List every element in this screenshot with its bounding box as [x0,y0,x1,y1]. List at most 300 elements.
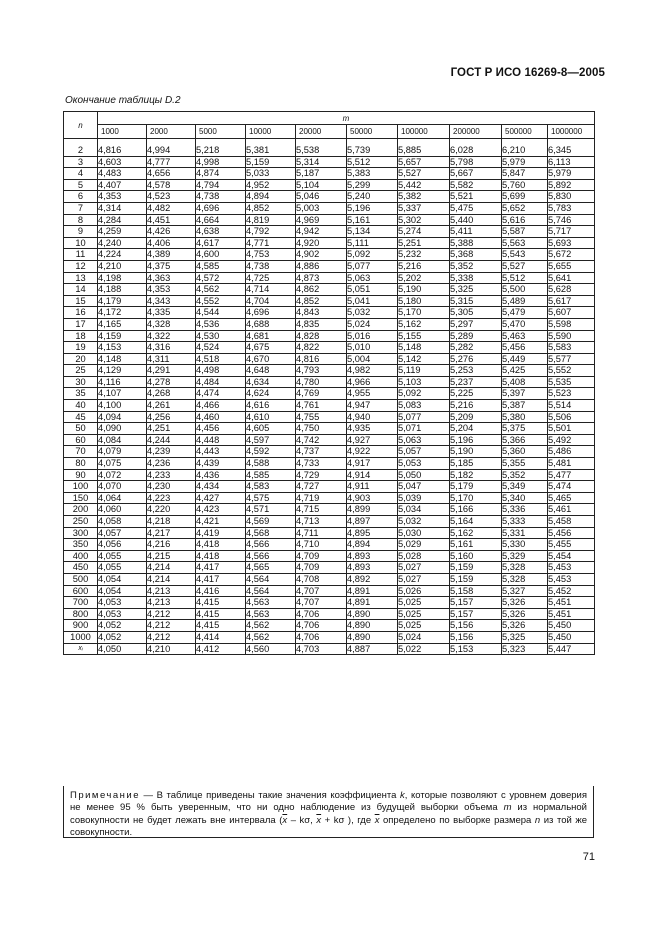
table-row [64,168,595,180]
table-row [64,307,595,319]
table-cell: 4,116 [98,376,147,388]
table-cell: 4,070 [98,481,147,493]
table-caption: Окончание таблицы D.2 [65,95,181,106]
table-cell: 4,148 [98,353,147,365]
row-n-cell: 7 [64,202,98,214]
table-cell: 4,482 [147,202,196,214]
table-cell: 5,330 [502,539,548,551]
table-cell: 4,600 [196,249,246,261]
table-cell: 4,998 [196,156,246,168]
table-cell: 5,326 [502,620,548,632]
table-row [64,585,595,597]
table-cell: 4,284 [98,214,147,226]
table-cell: 5,657 [398,156,450,168]
row-n-cell: 400 [64,550,98,562]
table-row [64,608,595,620]
table-cell: 4,213 [147,585,196,597]
table-cell: 4,737 [296,446,347,458]
table-cell: 5,032 [347,307,398,319]
table-cell: 4,216 [147,539,196,551]
table-cell: 5,299 [347,179,398,191]
table-cell: 4,159 [98,330,147,342]
table-cell: 4,328 [147,318,196,330]
row-n-cell: 6 [64,191,98,203]
table-cell: 5,166 [450,504,502,516]
table-cell: 4,911 [347,481,398,493]
table-cell: 5,071 [398,423,450,435]
table-cell: 4,562 [246,631,296,643]
table-cell: 5,450 [548,620,595,632]
table-cell: 4,994 [147,145,196,156]
table-cell: 4,335 [147,307,196,319]
row-n-cell: 300 [64,527,98,539]
table-cell: 4,375 [147,260,196,272]
table-cell: 5,760 [502,179,548,191]
table-cell: 4,052 [98,620,147,632]
table-cell: 4,917 [347,458,398,470]
table-cell: 5,474 [548,481,595,493]
table-cell: 4,562 [196,284,246,296]
table-row [64,469,595,481]
table-cell: 4,822 [296,342,347,354]
table-cell: 4,681 [246,330,296,342]
table-cell: 4,725 [246,272,296,284]
table-row [64,272,595,284]
table-cell: 4,862 [296,284,347,296]
table-cell: 5,092 [398,388,450,400]
table-row [64,388,595,400]
table-cell: 4,729 [296,469,347,481]
table-cell: 4,423 [196,504,246,516]
table-cell: 4,835 [296,318,347,330]
table-cell: 4,259 [98,226,147,238]
table-cell: 4,261 [147,400,196,412]
table-cell: 5,050 [398,469,450,481]
table-cell: 5,077 [347,260,398,272]
table-cell: 5,204 [450,423,502,435]
row-n-cell: 1000 [64,631,98,643]
table-row [64,620,595,632]
table-cell: 5,368 [450,249,502,261]
column-header: 2000 [147,125,196,139]
table-cell: 5,063 [347,272,398,284]
table-cell: 5,340 [502,492,548,504]
table-cell: 5,159 [450,573,502,585]
table-cell: 5,202 [398,272,450,284]
table-cell: 4,893 [347,550,398,562]
table-cell: 4,415 [196,597,246,609]
table-cell: 5,032 [398,516,450,528]
table-cell: 4,703 [296,643,347,655]
table-cell: 5,196 [450,434,502,446]
table-cell: 4,050 [98,643,147,655]
table-row [64,214,595,226]
table-cell: 5,027 [398,573,450,585]
table-cell: 4,873 [296,272,347,284]
table-cell: 5,302 [398,214,450,226]
table-cell: 4,084 [98,434,147,446]
table-cell: 4,055 [98,562,147,574]
table-cell: 4,212 [147,631,196,643]
table-row [64,226,595,238]
row-n-cell: 16 [64,307,98,319]
table-cell: 4,982 [347,365,398,377]
table-cell: 4,233 [147,469,196,481]
table-cell: 4,353 [98,191,147,203]
table-cell: 4,638 [196,226,246,238]
row-n-cell: 19 [64,342,98,354]
row-n-cell: 17 [64,318,98,330]
row-n-cell: 30 [64,376,98,388]
table-cell: 4,828 [296,330,347,342]
table-cell: 4,414 [196,631,246,643]
row-n-cell: 50 [64,423,98,435]
table-cell: 5,447 [548,643,595,655]
table-cell: 5,397 [502,388,548,400]
table-cell: 4,251 [147,423,196,435]
row-n-cell: 100 [64,481,98,493]
table-cell: 4,311 [147,353,196,365]
table-cell: 5,225 [450,388,502,400]
table-cell: 5,190 [398,284,450,296]
table-cell: 5,486 [548,446,595,458]
table-cell: 5,693 [548,237,595,249]
table-cell: 5,512 [347,156,398,168]
table-row [64,562,595,574]
table-cell: 4,343 [147,295,196,307]
table-cell: 4,443 [196,446,246,458]
table-cell: 5,314 [296,156,347,168]
table-cell: 5,830 [548,191,595,203]
table-row [64,330,595,342]
row-n-cell: 450 [64,562,98,574]
table-cell: 4,460 [196,411,246,423]
table-cell: 4,710 [296,539,347,551]
table-cell: 5,454 [548,550,595,562]
table-cell: 4,897 [347,516,398,528]
table-cell: 5,063 [398,434,450,446]
table-cell: 5,276 [450,353,502,365]
table-cell: 4,709 [296,550,347,562]
table-row [64,342,595,354]
table-cell: 5,159 [246,156,296,168]
row-n-cell: 4 [64,168,98,180]
table-cell: 4,210 [98,260,147,272]
table-cell: 4,890 [347,631,398,643]
table-cell: 4,780 [296,376,347,388]
row-n-cell: 60 [64,434,98,446]
table-cell: 5,442 [398,179,450,191]
table-cell: 5,979 [548,168,595,180]
table-cell: 5,027 [398,562,450,574]
table-cell: 5,216 [398,260,450,272]
table-cell: 5,029 [398,539,450,551]
table-cell: 5,598 [548,318,595,330]
table-cell: 5,408 [502,376,548,388]
row-n-cell: 45 [64,411,98,423]
table-cell: 5,352 [502,469,548,481]
table-cell: 5,523 [548,388,595,400]
table-cell: 4,777 [147,156,196,168]
table-cell: 4,094 [98,411,147,423]
table-row [64,446,595,458]
m-header: m [98,112,595,125]
coefficient-table [63,111,595,655]
table-cell: 4,153 [98,342,147,354]
table-cell: 5,153 [450,643,502,655]
table-row [64,631,595,643]
table-cell: 4,498 [196,365,246,377]
table-cell: 5,458 [548,516,595,528]
table-cell: 4,706 [296,620,347,632]
table-cell: 4,566 [246,539,296,551]
table-cell: 5,451 [548,608,595,620]
table-cell: 5,282 [450,342,502,354]
table-cell: 5,411 [450,226,502,238]
table-cell: 5,475 [450,202,502,214]
table-cell: 4,696 [196,202,246,214]
table-cell: 4,236 [147,458,196,470]
table-cell: 4,727 [296,481,347,493]
table-cell: 4,568 [246,527,296,539]
table-cell: 5,305 [450,307,502,319]
table-cell: 5,157 [450,597,502,609]
table-cell: 4,947 [347,400,398,412]
table-cell: 4,761 [296,400,347,412]
table-cell: 4,792 [246,226,296,238]
table-cell: 5,170 [450,492,502,504]
table-cell: 5,452 [548,585,595,597]
table-cell: 4,565 [246,562,296,574]
row-n-cell: 70 [64,446,98,458]
table-cell: 5,164 [450,516,502,528]
table-cell: 4,418 [196,550,246,562]
table-cell: 4,172 [98,307,147,319]
table-cell: 5,161 [450,539,502,551]
table-cell: 4,603 [98,156,147,168]
row-n-cell: 5 [64,179,98,191]
table-cell: 4,940 [347,411,398,423]
table-cell: 5,543 [502,249,548,261]
table-row [64,145,595,156]
table-row [64,516,595,528]
table-cell: 5,552 [548,365,595,377]
page-number: 71 [582,851,595,863]
table-cell: 5,717 [548,226,595,238]
table-cell: 4,129 [98,365,147,377]
table-cell: 5,489 [502,295,548,307]
table-cell: 4,711 [296,527,347,539]
table-cell: 5,022 [398,643,450,655]
row-n-cell: 11 [64,249,98,261]
note-label: Примечание [70,790,140,801]
table-cell: 4,886 [296,260,347,272]
table-cell: 4,210 [147,643,196,655]
table-cell: 5,616 [502,214,548,226]
table-cell: 4,616 [246,400,296,412]
table-cell: 5,033 [246,168,296,180]
table-cell: 5,336 [502,504,548,516]
table-cell: 4,075 [98,458,147,470]
table-cell: 5,274 [398,226,450,238]
table-cell: 5,583 [548,342,595,354]
table-cell: 5,046 [296,191,347,203]
table-cell: 5,328 [502,562,548,574]
row-n-cell: 200 [64,504,98,516]
table-row [64,643,595,655]
table-cell: 5,162 [450,527,502,539]
table-row [64,318,595,330]
table-cell: 4,852 [246,202,296,214]
table-cell: 6,345 [548,145,595,156]
table-cell: 5,156 [450,620,502,632]
table-cell: 5,326 [502,608,548,620]
table-cell: 4,895 [347,527,398,539]
table-cell: 4,719 [296,492,347,504]
table-row [64,573,595,585]
table-cell: 5,051 [347,284,398,296]
table-cell: 5,380 [502,411,548,423]
table-row [64,527,595,539]
table-cell: 5,003 [296,202,347,214]
table-row [64,492,595,504]
table-cell: 4,575 [246,492,296,504]
table-cell: 4,058 [98,516,147,528]
table-cell: 4,564 [246,573,296,585]
table-cell: 5,156 [450,631,502,643]
table-cell: 4,755 [296,411,347,423]
table-row [64,260,595,272]
table-cell: 4,483 [98,168,147,180]
table-cell: 4,268 [147,388,196,400]
document-header: ГОСТ Р ИСО 16269-8—2005 [450,67,605,79]
table-cell: 4,056 [98,539,147,551]
table-cell: 4,291 [147,365,196,377]
table-cell: 4,610 [246,411,296,423]
table-cell: 4,406 [147,237,196,249]
table-cell: 4,583 [246,481,296,493]
table-cell: 4,536 [196,318,246,330]
table-cell: 5,237 [450,376,502,388]
table-cell: 5,103 [398,376,450,388]
row-n-cell: 8 [64,214,98,226]
table-cell: 4,750 [296,423,347,435]
table-cell: 4,588 [246,458,296,470]
table-cell: 5,590 [548,330,595,342]
table-cell: 4,670 [246,353,296,365]
table-cell: 5,053 [398,458,450,470]
table-row [64,237,595,249]
column-header: 1000000 [548,125,595,139]
table-cell: 4,523 [147,191,196,203]
table-cell: 5,329 [502,550,548,562]
table-cell: 4,605 [246,423,296,435]
table-cell: 4,053 [98,608,147,620]
table-cell: 4,852 [296,295,347,307]
table-cell: 5,327 [502,585,548,597]
table-cell: 5,025 [398,608,450,620]
column-header: 50000 [347,125,398,139]
table-cell: 5,492 [548,434,595,446]
table-cell: 4,922 [347,446,398,458]
table-cell: 5,024 [398,631,450,643]
n-header: n [64,112,98,139]
table-cell: 5,025 [398,597,450,609]
table-cell: 5,470 [502,318,548,330]
table-row [64,481,595,493]
table-cell: 4,212 [147,608,196,620]
table-cell: 5,655 [548,260,595,272]
table-cell: 5,366 [502,434,548,446]
table-cell: 4,322 [147,330,196,342]
table-cell: 5,382 [398,191,450,203]
table-cell: 4,552 [196,295,246,307]
table-cell: 4,560 [246,643,296,655]
table-cell: 4,816 [98,145,147,156]
row-n-cell: 600 [64,585,98,597]
column-header: 1000 [98,125,147,139]
table-cell: 4,713 [296,516,347,528]
table-row [64,295,595,307]
table-cell: 4,942 [296,226,347,238]
table-cell: 4,927 [347,434,398,446]
table-cell: 5,111 [347,237,398,249]
table-cell: 5,355 [502,458,548,470]
table-cell: 4,456 [196,423,246,435]
table-cell: 4,874 [196,168,246,180]
table-cell: 4,892 [347,573,398,585]
table-cell: 4,563 [246,608,296,620]
table-cell: 4,100 [98,400,147,412]
table-cell: 4,079 [98,446,147,458]
table-cell: 4,223 [147,492,196,504]
table-cell: 4,935 [347,423,398,435]
table-cell: 5,440 [450,214,502,226]
table-cell: 5,134 [347,226,398,238]
table-cell: 4,955 [347,388,398,400]
table-cell: 4,707 [296,597,347,609]
table-cell: 5,057 [398,446,450,458]
table-cell: 4,544 [196,307,246,319]
table-cell: 4,417 [196,573,246,585]
table-cell: 4,733 [296,458,347,470]
row-n-cell: 800 [64,608,98,620]
table-cell: 4,890 [347,608,398,620]
table-cell: 4,217 [147,527,196,539]
row-n-cell: 80 [64,458,98,470]
table-cell: 6,210 [502,145,548,156]
table-cell: 5,783 [548,202,595,214]
row-n-cell: 500 [64,573,98,585]
table-cell: 4,484 [196,376,246,388]
column-header-row [64,125,595,139]
column-header: 5000 [196,125,246,139]
table-cell: 4,417 [196,562,246,574]
table-cell: 5,010 [347,342,398,354]
table-cell: 4,914 [347,469,398,481]
table-cell: 5,628 [548,284,595,296]
table-cell: 5,034 [398,504,450,516]
table-cell: 5,798 [450,156,502,168]
table-cell: 4,592 [246,446,296,458]
column-header: 200000 [450,125,502,139]
row-n-cell: 2 [64,145,98,156]
table-cell: 5,449 [502,353,548,365]
table-cell: 5,847 [502,168,548,180]
table-cell: 5,160 [450,550,502,562]
table-cell: 4,434 [196,481,246,493]
table-cell: 5,450 [548,631,595,643]
